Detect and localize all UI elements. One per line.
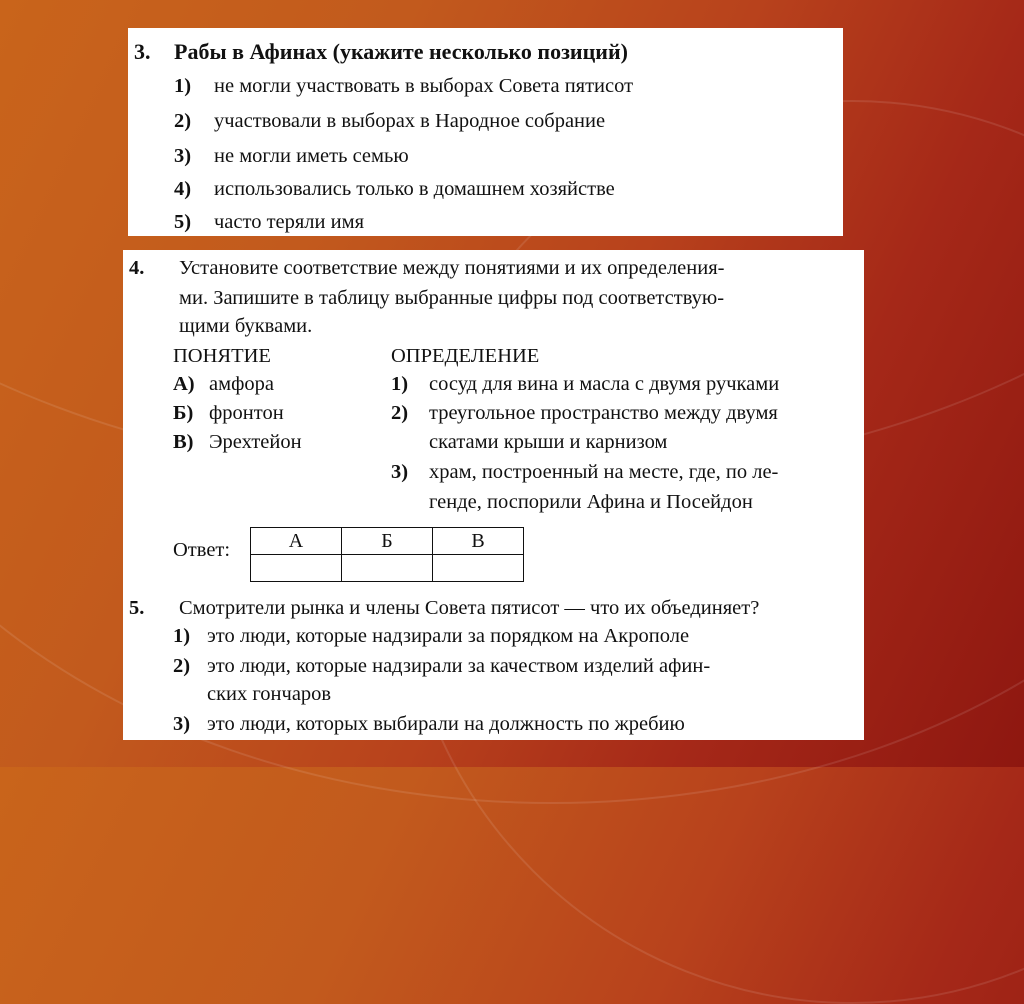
answer-header-v: В bbox=[433, 528, 524, 555]
question-3-panel bbox=[128, 28, 843, 236]
option-text: использовались только в домашнем хозяйстве bbox=[214, 178, 615, 200]
option-text: ских гончаров bbox=[207, 683, 332, 705]
question-title: Смотрители рынка и члены Совета пятисот — что их объединяет? bbox=[179, 597, 760, 619]
option-number: 2) bbox=[173, 655, 191, 677]
concept-letter: А) bbox=[173, 373, 195, 395]
option-number: 4) bbox=[174, 178, 192, 200]
question-number: 5. bbox=[129, 597, 145, 619]
definition-text: храм, построенный на месте, где, по ле- bbox=[429, 461, 779, 483]
question-number: 3. bbox=[134, 39, 151, 64]
definition-header: ОПРЕДЕЛЕНИЕ bbox=[391, 345, 540, 367]
concept-text: фронтон bbox=[209, 402, 284, 424]
answer-cell-v[interactable] bbox=[433, 555, 524, 582]
option-text: не могли участвовать в выборах Совета пятисот bbox=[214, 75, 634, 97]
question-4-5-panel bbox=[123, 250, 864, 740]
concept-text: амфора bbox=[209, 373, 274, 395]
option-number: 3) bbox=[174, 145, 192, 167]
option-number: 1) bbox=[174, 75, 192, 97]
definition-text: треугольное пространство между двумя bbox=[429, 402, 778, 424]
option-text: не могли иметь семью bbox=[214, 145, 409, 167]
option-text: часто теряли имя bbox=[214, 211, 365, 233]
question-title: Рабы в Афинах (укажите несколько позиций) bbox=[174, 39, 628, 64]
answer-header-a: А bbox=[251, 528, 342, 555]
definition-number: 3) bbox=[391, 461, 409, 483]
question-text: щими буквами. bbox=[179, 315, 313, 337]
answer-label: Ответ: bbox=[173, 539, 231, 561]
concept-header: ПОНЯТИЕ bbox=[173, 345, 271, 367]
concept-text: Эрехтейон bbox=[209, 431, 302, 453]
option-text: это люди, которых выбирали на должность по жребию bbox=[207, 713, 685, 735]
option-number: 2) bbox=[174, 110, 192, 132]
definition-text: генде, поспорили Афина и Посейдон bbox=[429, 491, 753, 513]
question-text: Установите соответствие между понятиями и их определения- bbox=[179, 257, 725, 279]
definition-text: скатами крыши и карнизом bbox=[429, 431, 668, 453]
question-number: 4. bbox=[129, 257, 145, 279]
option-number: 3) bbox=[173, 713, 191, 735]
concept-letter: В) bbox=[173, 431, 194, 453]
answer-header-b: Б bbox=[342, 528, 433, 555]
answer-cell-b[interactable] bbox=[342, 555, 433, 582]
answer-table bbox=[250, 527, 524, 582]
option-text: участвовали в выборах в Народное собрание bbox=[214, 110, 606, 132]
definition-number: 1) bbox=[391, 373, 409, 395]
option-number: 1) bbox=[173, 625, 191, 647]
option-number: 5) bbox=[174, 211, 192, 233]
definition-text: сосуд для вина и масла с двумя ручками bbox=[429, 373, 780, 395]
concept-letter: Б) bbox=[173, 402, 194, 424]
answer-cell-a[interactable] bbox=[251, 555, 342, 582]
option-text: это люди, которые надзирали за порядком на Акрополе bbox=[207, 625, 690, 647]
option-text: это люди, которые надзирали за качеством изделий афин- bbox=[207, 655, 711, 677]
definition-number: 2) bbox=[391, 402, 409, 424]
question-text: ми. Запишите в таблицу выбранные цифры под соответствую- bbox=[179, 287, 725, 309]
